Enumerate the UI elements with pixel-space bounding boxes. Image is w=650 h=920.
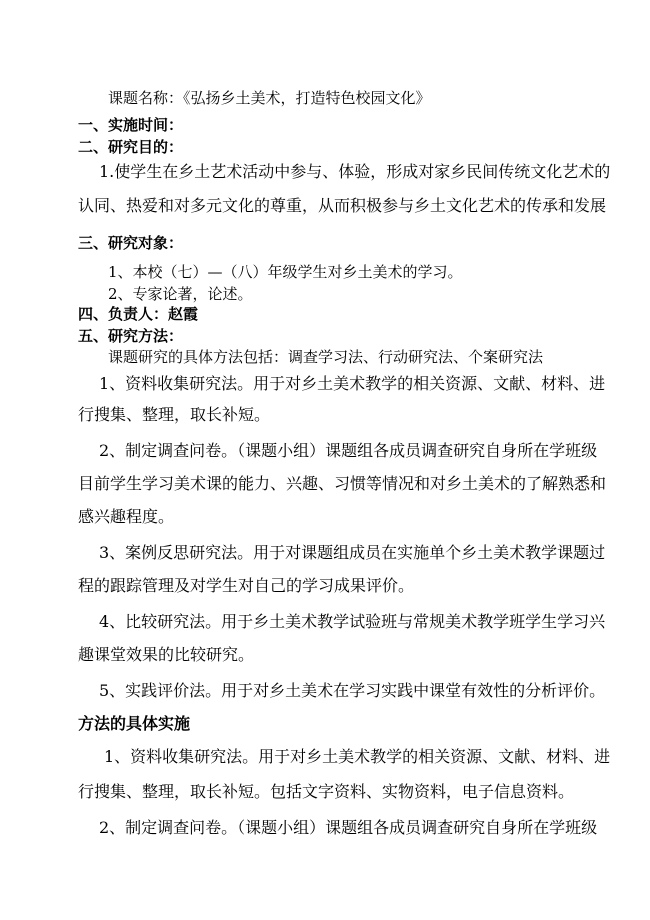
method-1-line-1: 1、资料收集研究法。用于对乡土美术教学的相关资源、文献、材料、进 bbox=[99, 374, 606, 393]
impl-2-line-1: 2、制定调查问卷。（课题小组）课题组各成员调查研究自身所在学班级 bbox=[99, 818, 598, 837]
method-3-line-1: 3、案例反思研究法。用于对课题组成员在实施单个乡土美术教学课题过 bbox=[99, 543, 606, 562]
impl-1-line-2: 行搜集、整理，取长补短。包括文字资料、实物资料，电子信息资料。 bbox=[78, 782, 575, 801]
section-5-heading: 五、研究方法： bbox=[78, 327, 184, 345]
research-object-item-2: 2、专家论著，论述。 bbox=[108, 285, 253, 303]
section-1-heading: 一、实施时间： bbox=[78, 116, 184, 134]
method-4-line-1: 4、比较研究法。用于乡土美术教学试验班与常规美术教学班学生学习兴 bbox=[99, 612, 606, 631]
implementation-heading: 方法的具体实施 bbox=[78, 714, 191, 733]
research-object-item-1: 1、本校（七）—（八）年级学生对乡土美术的学习。 bbox=[108, 263, 463, 281]
impl-1-line-1: 1、资料收集研究法。用于对乡土美术教学的相关资源、文献、材料、进 bbox=[104, 747, 611, 766]
method-2-line-1: 2、制定调查问卷。（课题小组）课题组各成员调查研究自身所在学班级 bbox=[99, 441, 598, 460]
method-2-line-2: 目前学生学习美术课的能力、兴趣、习惯等情况和对乡土美术的了解熟悉和 bbox=[78, 474, 607, 493]
section-4-heading: 四、负责人：赵霞 bbox=[78, 305, 199, 323]
method-2-line-3: 感兴趣程度。 bbox=[78, 507, 175, 526]
section-2-heading: 二、研究目的： bbox=[78, 138, 184, 156]
method-5-line-1: 5、实践评价法。用于对乡土美术在学习实践中课堂有效性的分析评价。 bbox=[99, 681, 606, 700]
topic-title: 课题名称：《弘扬乡土美术，打造特色校园文化》 bbox=[108, 89, 431, 107]
purpose-paragraph-line-1: 1.使学生在乡土艺术活动中参与、体验，形成对家乡民间传统文化艺术的 bbox=[99, 162, 611, 181]
method-3-line-2: 程的跟踪管理及对学生对自己的学习成果评价。 bbox=[78, 576, 415, 595]
method-4-line-2: 趣课堂效果的比较研究。 bbox=[78, 645, 255, 664]
method-1-line-2: 行搜集、整理，取长补短。 bbox=[78, 405, 271, 424]
section-3-heading: 三、研究对象： bbox=[78, 234, 184, 252]
methods-intro: 课题研究的具体方法包括：调查学习法、行动研究法、个案研究法 bbox=[108, 348, 544, 366]
purpose-paragraph-line-2: 认同、热爱和对多元文化的尊重，从而积极参与乡土文化艺术的传承和发展 bbox=[78, 196, 607, 215]
